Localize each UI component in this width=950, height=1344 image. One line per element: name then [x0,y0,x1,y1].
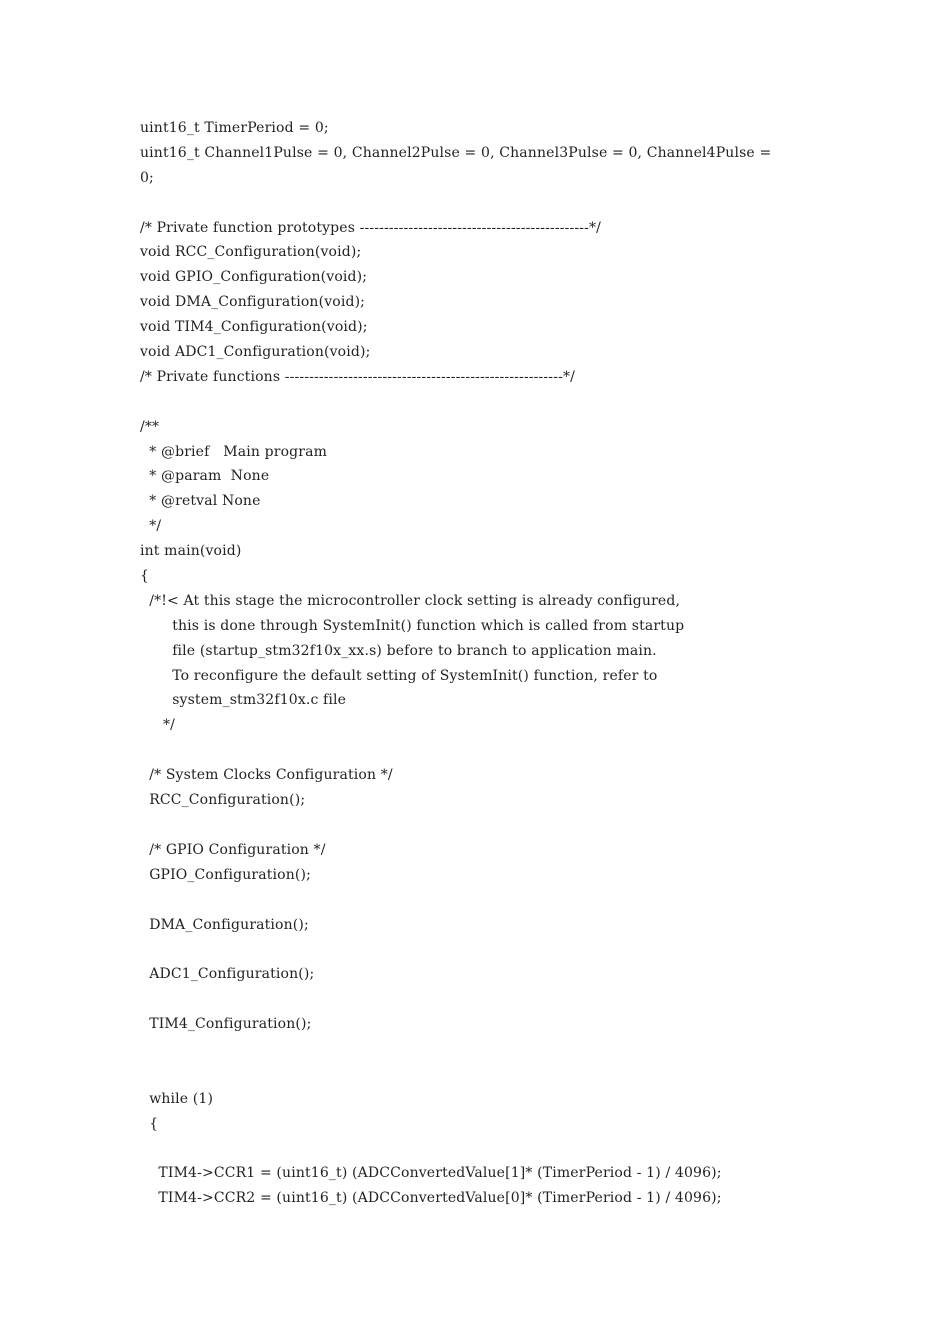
code-line: */ [140,717,176,734]
code-line: /* Private function prototypes -----------------------------------------------*/ [140,219,602,236]
blank-line [140,390,820,415]
code-line: */ [140,518,162,535]
blank-line [140,813,820,838]
code-line: { [140,568,150,585]
code-line: void ADC1_Configuration(void); [140,344,371,361]
code-line: file (startup_stm32f10x_xx.s) before to branch to application main. [140,642,657,659]
code-line: /* System Clocks Configuration */ [140,767,393,784]
blank-line [140,987,820,1012]
blank-line [140,191,820,216]
code-document [140,116,820,1211]
code-line: ADC1_Configuration(); [140,966,315,983]
code-line: system_stm32f10x.c file [140,692,347,709]
blank-line [140,738,820,763]
blank-line [140,1037,820,1062]
code-line: DMA_Configuration(); [140,916,309,933]
code-line: 0; [140,169,154,186]
blank-line [140,1137,820,1162]
code-line: /** [140,418,160,435]
code-line: * @param None [140,468,270,485]
code-line: * @brief Main program [140,443,328,460]
code-line: uint16_t TimerPeriod = 0; [140,120,329,136]
code-line: void RCC_Configuration(void); [140,244,362,261]
code-line: /*!< At this stage the microcontroller clock setting is already configured, [140,592,681,609]
blank-line [140,1062,820,1087]
blank-line [140,888,820,913]
code-line: /* Private functions ---------------------------------------------------------*/ [140,368,575,385]
code-line: uint16_t Channel1Pulse = 0, Channel2Pulse = 0, Channel3Pulse = 0, Channel4Pulse = [140,144,772,161]
code-line: { [140,1115,159,1132]
code-line: while (1) [140,1090,214,1107]
code-line: this is done through SystemInit() function which is called from startup [140,617,685,634]
code-line: TIM4_Configuration(); [140,1016,312,1033]
blank-line [140,937,820,962]
code-line: * @retval None [140,493,261,510]
code-line: int main(void) [140,543,242,560]
code-line: TIM4->CCR2 = (uint16_t) (ADCConvertedValue[0]* (TimerPeriod - 1) / 4096); [140,1190,722,1207]
code-line: TIM4->CCR1 = (uint16_t) (ADCConvertedValue[1]* (TimerPeriod - 1) / 4096); [140,1165,722,1182]
code-line: void GPIO_Configuration(void); [140,269,368,286]
code-line: void DMA_Configuration(void); [140,294,366,311]
code-line: void TIM4_Configuration(void); [140,319,368,336]
code-line: RCC_Configuration(); [140,792,306,809]
code-line: /* GPIO Configuration */ [140,841,326,858]
code-line: To reconfigure the default setting of SystemInit() function, refer to [140,667,658,684]
code-line: GPIO_Configuration(); [140,866,311,883]
